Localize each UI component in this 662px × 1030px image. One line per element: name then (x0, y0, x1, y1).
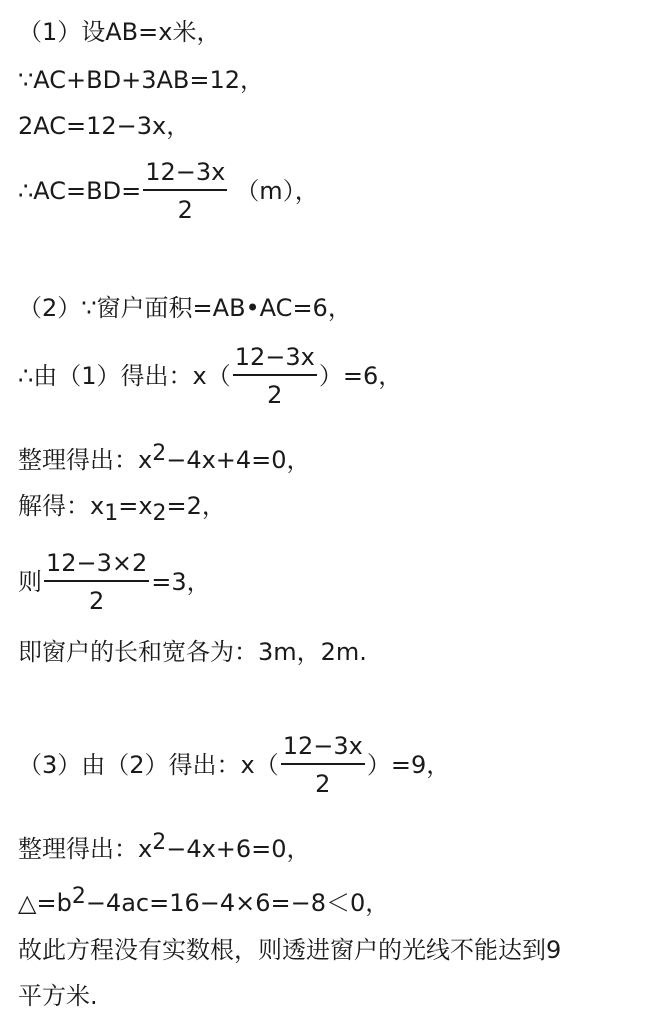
p1-l3-text: 2AC=12−3x， (18, 112, 191, 140)
p2-l5-fraction (44, 548, 149, 616)
p2-l4-mid: =x (118, 492, 153, 520)
p1-l2-text: ∵AC+BD+3AB=12， (18, 66, 264, 94)
p2-l3-suffix: −4x+4=0， (166, 446, 311, 474)
p2-line-2 (18, 342, 402, 410)
p2-l4-prefix: 解得：x (18, 492, 105, 520)
fraction-numerator: 12−3x (281, 731, 365, 765)
fraction-numerator: 12−3x (233, 342, 317, 376)
p3-l1-suffix: ）=9， (366, 751, 451, 779)
p3-line-5 (18, 980, 98, 1012)
fraction-numerator: 12−3×2 (44, 548, 149, 582)
p3-l4-text: 故此方程没有实数根，则透进窗户的光线不能达到9 (18, 936, 562, 964)
p3-line-1 (18, 731, 450, 799)
p1-line-2 (18, 64, 264, 96)
p2-line-3: 整理得出：x $^2$ −4x+4=0， (18, 441, 311, 474)
p2-l1-text: （2）∵窗户面积=AB•AC=6， (18, 294, 352, 322)
p1-line-3 (18, 110, 190, 142)
p2-line-5 (18, 548, 211, 616)
p3-l3-prefix: △=b (18, 889, 72, 917)
p1-line-1 (18, 16, 220, 48)
p2-l2-suffix: ）=6， (318, 362, 403, 390)
p2-l5-prefix: 则 (18, 568, 42, 596)
p3-l2-prefix: 整理得出：x (18, 835, 153, 863)
fraction-denominator: 2 (267, 381, 283, 409)
p2-l5-suffix: =3， (151, 568, 211, 596)
p1-l1-text: （1）设AB=x米， (18, 18, 221, 46)
fraction-numerator: 12−3x (143, 157, 227, 191)
p2-line-6 (18, 636, 367, 668)
p1-l4-fraction (143, 157, 227, 225)
p1-line-4 (18, 157, 319, 225)
p3-line-4 (18, 934, 561, 966)
p2-line-4: 解得：x $_1$ =x $_2$ =2， (18, 492, 226, 526)
p3-line-3: △=b $^2$ −4ac=16−4×6=−8＜0， (18, 884, 390, 917)
p2-l2-prefix: ∴由（1）得出：x（ (18, 362, 231, 390)
p3-l2-suffix: −4x+6=0， (166, 835, 311, 863)
fraction-denominator: 2 (177, 196, 193, 224)
p2-l6-text: 即窗户的长和宽各为：3m，2m. (18, 638, 367, 666)
p2-l4-suffix: =2， (166, 492, 226, 520)
p3-l1-prefix: （3）由（2）得出：x（ (18, 751, 279, 779)
p2-l3-prefix: 整理得出：x (18, 446, 153, 474)
fraction-denominator: 2 (89, 587, 105, 615)
fraction-denominator: 2 (315, 770, 331, 798)
p3-line-2: 整理得出：x $^2$ −4x+6=0， (18, 830, 311, 863)
p2-line-1 (18, 292, 352, 324)
p1-l4-prefix: ∴AC=BD= (18, 177, 142, 205)
p3-l3-suffix: −4ac=16−4×6=−8＜0， (85, 889, 390, 917)
p3-l5-text: 平方米. (18, 982, 98, 1010)
p1-l4-suffix: （m）， (235, 177, 319, 205)
p2-l2-fraction (233, 342, 317, 410)
p3-l1-fraction (281, 731, 365, 799)
